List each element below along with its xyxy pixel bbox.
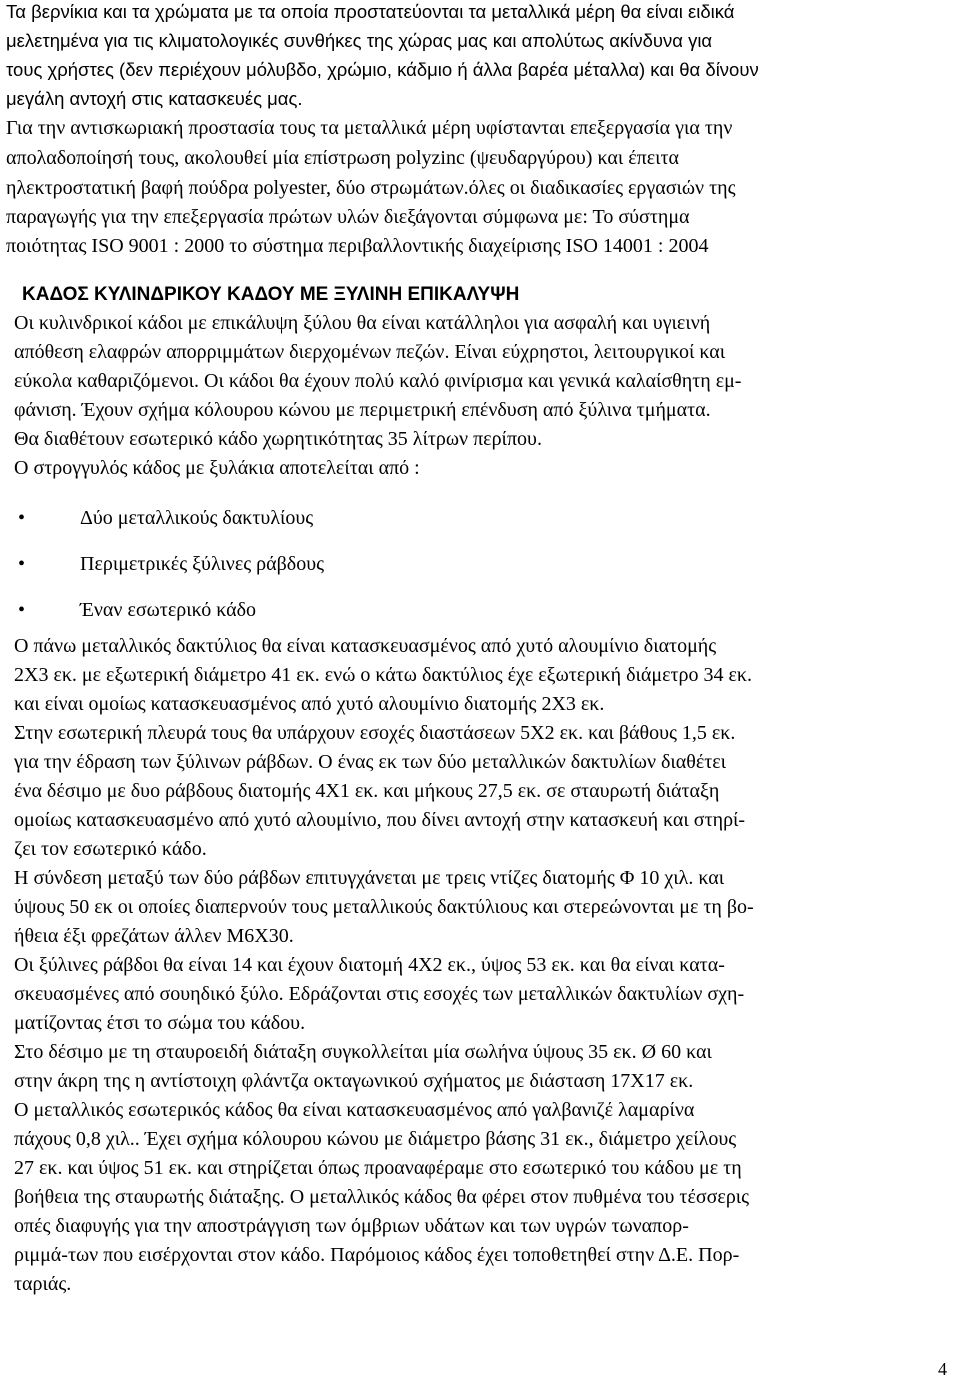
section-line-5: Θα διαθέτουν εσωτερικό κάδο χωρητικότητας 35 λίτρων περίπου.: [14, 428, 542, 450]
intro-line-7: ηλεκτροστατική βαφή πούδρα polyester, δύο στρωμάτων.όλες οι διαδικασίες εργασιών της: [6, 177, 736, 199]
body-line-6: ένα δέσιμο με δυο ράβδους διατομής 4Χ1 εκ. και μήκους 27,5 εκ. σε σταυρωτή διάταξη: [14, 780, 720, 802]
bullet-icon: •: [18, 507, 26, 529]
body-line-1: Ο πάνω μεταλλικός δακτύλιος θα είναι κατασκευασμένος από χυτό αλουμίνιο διατομής: [14, 635, 717, 657]
bullet-text: Έναν εσωτερικό κάδο: [80, 599, 257, 621]
body-line-13: σκευασμένες από σουηδικό ξύλο. Εδράζονται στις εσοχές των μεταλλικών δακτυλίων σχη-: [14, 983, 745, 1005]
intro-line-1: Τα βερνίκια και τα χρώματα με τα οποία προστατεύονται τα μεταλλικά μέρη θα είναι ειδικά: [6, 1, 735, 22]
intro-line-3: τους χρήστες (δεν περιέχουν μόλυβδο, χρώμιο, κάδμιο ή άλλα βαρέα μέταλλα) και θα δίνουν: [6, 59, 759, 80]
section-line-6: Ο στρογγυλός κάδος με ξυλάκια αποτελείται από :: [14, 457, 420, 479]
body-line-2: 2Χ3 εκ. με εξωτερική διάμετρο 41 εκ. ενώ ο κάτω δακτύλιος έχε εξωτερική διάμετρο 34 εκ.: [14, 664, 752, 686]
bullet-icon: •: [18, 599, 26, 621]
section-line-3: εύκολα καθαριζόμενοι. Οι κάδοι θα έχουν πολύ καλό φινίρισμα και γενικά καλαίσθητη εμ-: [14, 370, 742, 392]
body-line-23: ταριάς.: [14, 1273, 72, 1295]
section-line-1: Οι κυλινδρικοί κάδοι με επικάλυψη ξύλου θα είναι κατάλληλοι για ασφαλή και υγιεινή: [14, 312, 711, 334]
body-line-4: Στην εσωτερική πλευρά τους θα υπάρχουν εσοχές διαστάσεων 5Χ2 εκ. και βάθους 1,5 εκ.: [14, 722, 736, 744]
body-line-21: οπές διαφυγής για την αποστράγγιση των όμβριων υδάτων και των υγρών τωναπορ-: [14, 1215, 689, 1237]
body-line-8: ζει τον εσωτερικό κάδο.: [14, 838, 207, 860]
intro-line-2: μελετημένα για τις κλιματολογικές συνθήκες της χώρας μας και απολύτως ακίνδυνα για: [6, 30, 713, 51]
body-line-5: για την έδραση των ξύλινων ράβδων. Ο ένας εκ των δύο μεταλλικών δακτυλίων διαθέτει: [14, 751, 727, 773]
body-line-3: και είναι ομοίως κατασκευασμένος από χυτό αλουμίνιο διατομής 2Χ3 εκ.: [14, 693, 605, 715]
body-line-20: βοήθεια της σταυρωτής διάταξης. Ο μεταλλικός κάδος θα φέρει στον πυθμένα του τέσσερις: [14, 1186, 750, 1208]
body-line-16: στην άκρη της η αντίστοιχη φλάντζα οκταγωνικού σχήματος με διάσταση 17Χ17 εκ.: [14, 1070, 694, 1092]
body-line-15: Στο δέσιμο με τη σταυροειδή διάταξη συγκολλείται μία σωλήνα ύψους 35 εκ. Ø 60 και: [14, 1041, 712, 1063]
intro-line-5: Για την αντισκωριακή προστασία τους τα μεταλλικά μέρη υφίστανται επεξεργασία για την: [6, 117, 733, 139]
section-heading: ΚΑΔΟΣ ΚΥΛΙΝΔΡΙΚΟΥ ΚΑΔΟΥ ΜΕ ΞΥΛΙΝΗ ΕΠΙΚΑΛΥΨΗ: [22, 284, 520, 305]
body-line-17: Ο μεταλλικός εσωτερικός κάδος θα είναι κατασκευασμένος από γαλβανιζέ λαμαρίνα: [14, 1099, 695, 1121]
section-line-2: απόθεση ελαφρών απορριμμάτων διερχομένων πεζών. Είναι εύχρηστοι, λειτουργικοί και: [14, 341, 726, 363]
section-line-4: φάνιση. Έχουν σχήμα κόλουρου κώνου με περιμετρική επένδυση από ξύλινα τμήματα.: [14, 399, 711, 421]
bullet-icon: •: [18, 553, 26, 575]
body-line-22: ριμμά-των που εισέρχονται στον κάδο. Παρόμοιος κάδος έχει τοποθετηθεί στην Δ.Ε. Πορ-: [14, 1244, 740, 1266]
bullet-text: Δύο μεταλλικούς δακτυλίους: [80, 507, 314, 529]
body-line-14: ματίζοντας έτσι το σώμα του κάδου.: [14, 1012, 306, 1034]
body-line-10: ύψους 50 εκ οι οποίες διαπερνούν τους μεταλλικούς δακτύλιους και στερεώνονται με τη βο-: [14, 896, 754, 918]
page-number: 4: [938, 1359, 947, 1379]
body-line-19: 27 εκ. και ύψος 51 εκ. και στηρίζεται όπως προαναφέραμε στο εσωτερικό του κάδου με τη: [14, 1157, 742, 1179]
intro-line-4: μεγάλη αντοχή στις κατασκευές μας.: [6, 88, 303, 109]
body-line-11: ήθεια έξι φρεζάτων άλλεν Μ6Χ30.: [14, 925, 294, 947]
intro-line-6: απολαδοποίησή τους, ακολουθεί μία επίστρωση polyzinc (ψευδαργύρου) και έπειτα: [6, 147, 680, 169]
intro-line-9: ποιότητας ISO 9001 : 2000 το σύστημα περιβαλλοντικής διαχείρισης ISO 14001 : 2004: [6, 235, 709, 257]
body-line-9: Η σύνδεση μεταξύ των δύο ράβδων επιτυγχάνεται με τρεις ντίζες διατομής Φ 10 χιλ. και: [14, 867, 725, 889]
body-line-7: ομοίως κατασκευασμένο από χυτό αλουμίνιο, που δίνει αντοχή στην κατασκευή και στηρί-: [14, 809, 746, 831]
body-line-12: Οι ξύλινες ράβδοι θα είναι 14 και έχουν διατομή 4Χ2 εκ., ύψος 53 εκ. και θα είναι κατα-: [14, 954, 725, 976]
intro-line-8: παραγωγής για την επεξεργασία πρώτων υλών διεξάγονται σύμφωνα με: Το σύστημα: [6, 206, 690, 228]
bullet-text: Περιμετρικές ξύλινες ράβδους: [80, 553, 325, 575]
body-line-18: πάχους 0,8 χιλ.. Έχει σχήμα κόλουρου κώνου με διάμετρο βάσης 31 εκ., διάμετρο χείλους: [14, 1128, 737, 1150]
